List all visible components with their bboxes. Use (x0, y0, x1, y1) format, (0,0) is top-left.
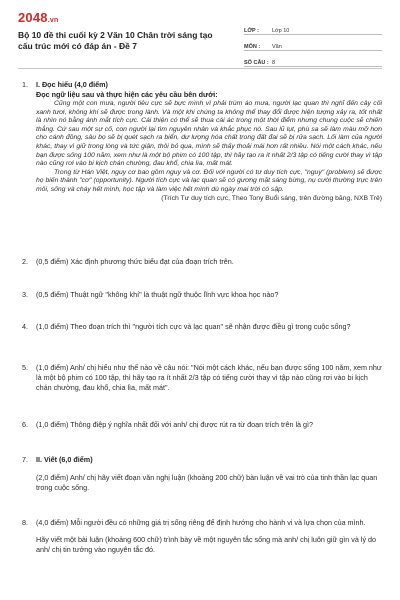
question-text: (0,5 điểm) Thuật ngữ "không khí" là thuật ngữ thuộc lĩnh vực khoa học nào? (36, 290, 279, 299)
meta-key: SỐ CÂU : (244, 60, 269, 66)
document-title: Bộ 10 đề thi cuối kỳ 2 Văn 10 Chân trời sáng tạo cấu trúc mới có đáp án - Đề 7 (18, 30, 213, 51)
meta-row-class (244, 22, 382, 35)
meta-info (244, 22, 382, 70)
question-text: (1,0 điểm) Theo đoạn trích thì "người tích cực và lạc quan" sẽ nhận được điều gì trong cuộc sống? (36, 322, 351, 331)
question-number: 5. (22, 363, 28, 372)
logo-main: 2048 (18, 10, 48, 25)
question-number: 7. (22, 455, 28, 464)
question-number: 8. (22, 518, 28, 527)
passage-paragraph: Cũng một con mưa, người tiêu cực sẽ bực mình vì phải trùm áo mưa, người lạc quan thì nghĩ đến cây cối xanh tươi, không khí sẽ được trong lành. Và một khi chúng ta không thể thay đổi được hiện tượng xảy ra, tốt nhất là nhìn nó bằng ánh mắt tích cực. Cái thiện có thể sẽ thua cái ác trong một thời điểm nhưng chung cuộc sẽ chiến thắng. Cứ sau một sự cố, con người lại tìm nguyên nhân và khắc phục nó. Sau lũ lụt, phù sa sẽ làm màu mỡ hơn cho cánh đồng, sâu bọ sẽ bị quét sạch ra biển, dư lượng hóa chất trong đất đai sẽ bị rửa sạch. Lối làm của người khác, thay vì giữ trong lòng và tức giận, thôi bỏ qua, mình sẽ thấy thoải mái hơn rất nhiều. Nói một cách khác, nếu bạn được sống 100 năm, xem như là một bộ phim có 100 tập, thì hãy tạo ra ít nhất 2/3 tập có tiếng cười thay vì tập nào cũng rơi vào bi kịch chán chường, đau khổ, chia lìa, mất mát. (36, 100, 382, 168)
meta-value: 8 (272, 60, 276, 66)
reading-instruction: Đọc ngữ liệu sau và thực hiện các yêu cầu bên dưới: (36, 90, 218, 99)
question-text: (1,0 điểm) Anh/ chị hiểu như thế nào về câu nói: "Nói một cách khác, nếu bạn được sống 100 năm, xem như là một bộ phim có 100 tập, thì hãy tạo ra ít nhất 2/3 tập có tiếng cười thay vì tập nào cũng rơi vào bi kịch chán chường, đau khổ, chia lìa, mất mát". (36, 363, 382, 392)
section-title-reading: I. Đọc hiểu (4,0 điểm) (36, 80, 108, 89)
question-text: (2,0 điểm) Anh/ chị hãy viết đoạn văn nghị luận (khoảng 200 chữ) bàn luận về vai trò của tinh thần lạc quan trong cuộc sống. (36, 473, 378, 492)
meta-key: LỚP : (244, 28, 259, 34)
question-text: (4,0 điểm) Mỗi người đều có những giá trị sống riêng để định hướng cho hành vi và lựa chọn của mình. (36, 518, 366, 527)
logo-suffix: .vn (47, 17, 59, 24)
section-title-writing: II. Viết (6,0 điểm) (36, 455, 93, 464)
site-logo[interactable] (18, 10, 58, 25)
question-number: 4. (22, 322, 28, 331)
reading-passage (36, 100, 382, 195)
meta-key: MÔN : (244, 44, 261, 50)
question-number: 6. (22, 420, 28, 429)
meta-value: Lớp 10 (272, 28, 290, 34)
question-text: (0,5 điểm) Xác định phương thức biểu đạt của đoạn trích trên. (36, 257, 234, 266)
meta-row-count (244, 54, 382, 67)
document-header (18, 10, 382, 66)
header-divider (18, 68, 382, 69)
question-number: 2. (22, 257, 28, 266)
passage-source: (Trích Tư duy tích cực, Theo Tony Buổi sáng, trên đường băng, NXB Trẻ) (161, 194, 382, 202)
question-text-2: Hãy viết một bài luận (khoảng 600 chữ) trình bày về một nguyên tắc sống mà anh/ chị luôn giữ gìn và lý do anh/ chị tin tưởng vào nguyên tắc đó. (36, 535, 377, 554)
question-number: 1. (22, 80, 28, 89)
meta-value: Văn (272, 44, 282, 50)
meta-row-subject (244, 38, 382, 51)
passage-paragraph: Trong từ Hán Việt, nguy cơ bao gồm nguy và cơ. Đối với người có tư duy tích cực, "nguy" (problem) sẽ được họ biến thành "cơ" (opportunity). Người tích cực và lạc quan sẽ có gương mặt sáng bừng, nụ cười thường trực trên môi, sống và cháy hết mình, học tập và làm việc hết mình dù ngày mai trời có sập. (36, 168, 382, 193)
question-text: (1,0 điểm) Thông điệp ý nghĩa nhất đối với anh/ chị được rút ra từ đoạn trích trên là gì? (36, 420, 314, 429)
question-number: 3. (22, 290, 28, 299)
